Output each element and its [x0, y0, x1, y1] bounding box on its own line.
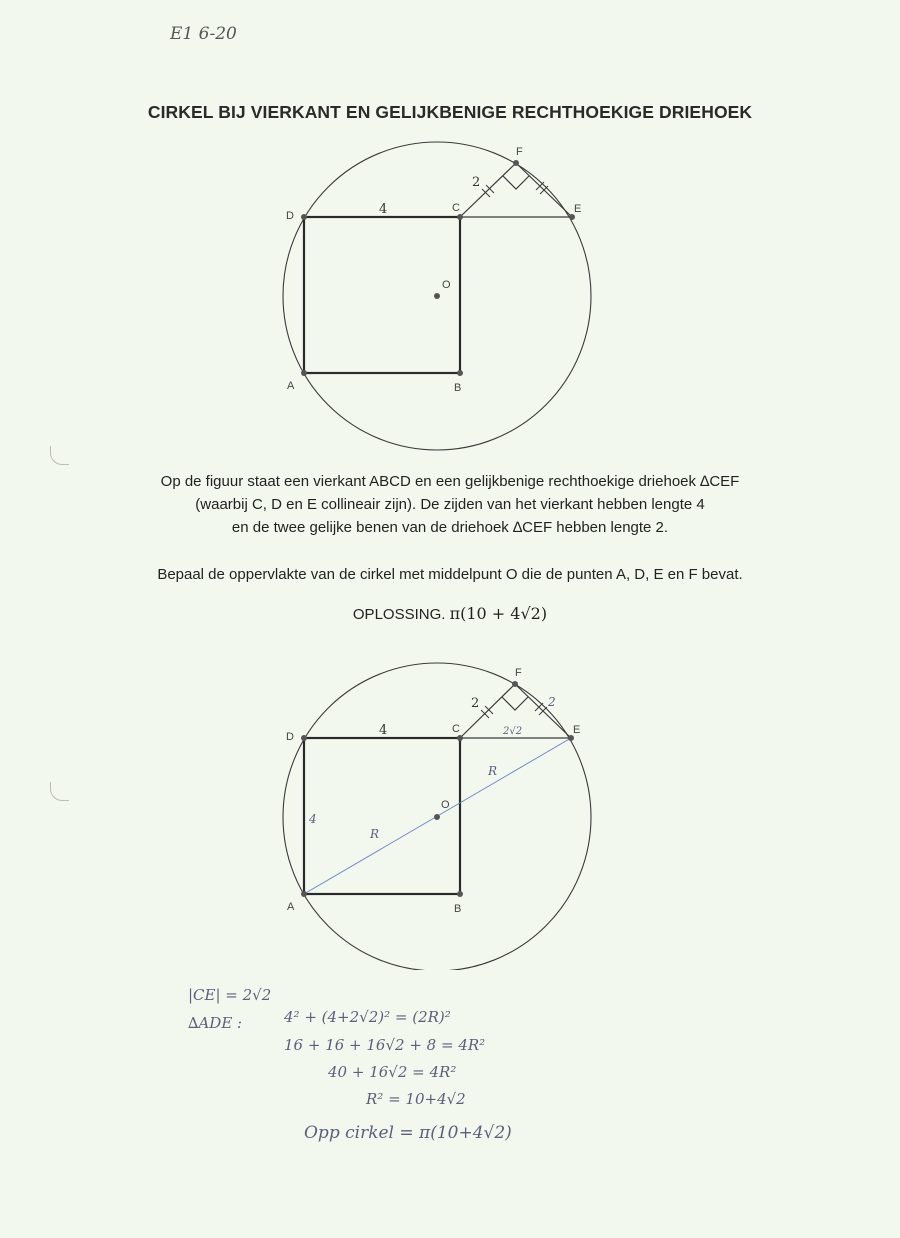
figure-2: [0, 650, 900, 970]
fig2-leg-label-1: 2: [471, 696, 480, 711]
fig1-point-o: [434, 293, 440, 299]
fig1-label-f: F: [516, 146, 523, 158]
fig1-point-b: [457, 370, 463, 376]
fig1-label-a: A: [287, 380, 295, 392]
fig2-left-label: 4: [309, 812, 317, 826]
fig1-label-c: C: [452, 202, 460, 214]
document-reference: E1 6-20: [170, 24, 237, 44]
fig2-label-a: A: [287, 901, 295, 913]
fig1-point-d: [301, 214, 307, 220]
fig2-label-e: E: [573, 724, 581, 736]
fig2-leg-label-2: 2: [548, 695, 556, 709]
fig1-point-f: [513, 160, 519, 166]
problem-line-2: (waarbij C, D en E collineair zijn). De zijden van het vierkant hebben lengte 4: [195, 496, 705, 513]
handwritten-pythagoras: 4² + (4+2√2)² = (2R)²: [284, 1008, 451, 1026]
fig2-label-f: F: [515, 667, 522, 679]
fig1-label-d: D: [286, 210, 294, 222]
problem-line-3: en de twee gelijke benen van de driehoek ∆CEF hebben lengte 2.: [231, 519, 669, 536]
fig1-leg-label: 2: [472, 175, 481, 190]
fig1-line-cf: [460, 163, 516, 217]
figure-1: [0, 0, 900, 470]
handwritten-ce-length: |CE| = 2√2: [188, 986, 272, 1004]
problem-statement: [0, 470, 900, 539]
page-title: CIRKEL BIJ VIERKANT EN GELIJKBENIGE RECHTHOEKIGE DRIEHOEK: [147, 102, 753, 122]
fig2-point-b: [457, 891, 463, 897]
fig2-right-angle-mark: [502, 697, 528, 710]
handwritten-expand: 16 + 16 + 16√2 + 8 = 4R²: [284, 1036, 486, 1054]
solution-line: [0, 604, 900, 623]
fig2-point-o: [434, 814, 440, 820]
fig2-r-label-1: R: [488, 764, 498, 778]
fig2-point-c: [457, 735, 463, 741]
fig1-label-b: B: [454, 382, 462, 394]
solution-formula: π(10 + 4√2): [449, 604, 548, 623]
fig1-label-o: O: [442, 279, 451, 291]
fig2-ce-label: 2√2: [503, 726, 523, 737]
handwritten-triangle-ade: ∆ADE :: [188, 1014, 243, 1032]
fig1-point-a: [301, 370, 307, 376]
fig2-label-c: C: [452, 723, 460, 735]
fig2-top-label: 4: [379, 723, 388, 738]
handwritten-area: Opp cirkel = π(10+4√2): [304, 1123, 512, 1143]
solution-label: OPLOSSING.: [352, 606, 446, 623]
fig1-point-c: [457, 214, 463, 220]
handwritten-sum: 40 + 16√2 = 4R²: [328, 1063, 457, 1081]
problem-line-1: Op de figuur staat een vierkant ABCD en een gelijkbenige rechthoekige driehoek ∆CEF: [160, 473, 740, 490]
fig1-side-label: 4: [379, 202, 388, 217]
fig2-point-a: [301, 891, 307, 897]
fig1-right-angle-mark: [503, 176, 529, 189]
fig2-point-f: [512, 681, 518, 687]
question-text: Bepaal de oppervlakte van de cirkel met middelpunt O die de punten A, D, E en F bevat.: [157, 566, 743, 583]
fig2-r-label-2: R: [370, 827, 380, 841]
fig2-label-d: D: [286, 731, 294, 743]
fig2-point-d: [301, 735, 307, 741]
fig2-label-o: O: [441, 799, 450, 811]
fig1-label-e: E: [574, 203, 582, 215]
handwritten-r-squared: R² = 10+4√2: [366, 1090, 466, 1108]
fig1-tick-cf-1: [482, 189, 490, 197]
fig2-label-b: B: [454, 903, 462, 915]
